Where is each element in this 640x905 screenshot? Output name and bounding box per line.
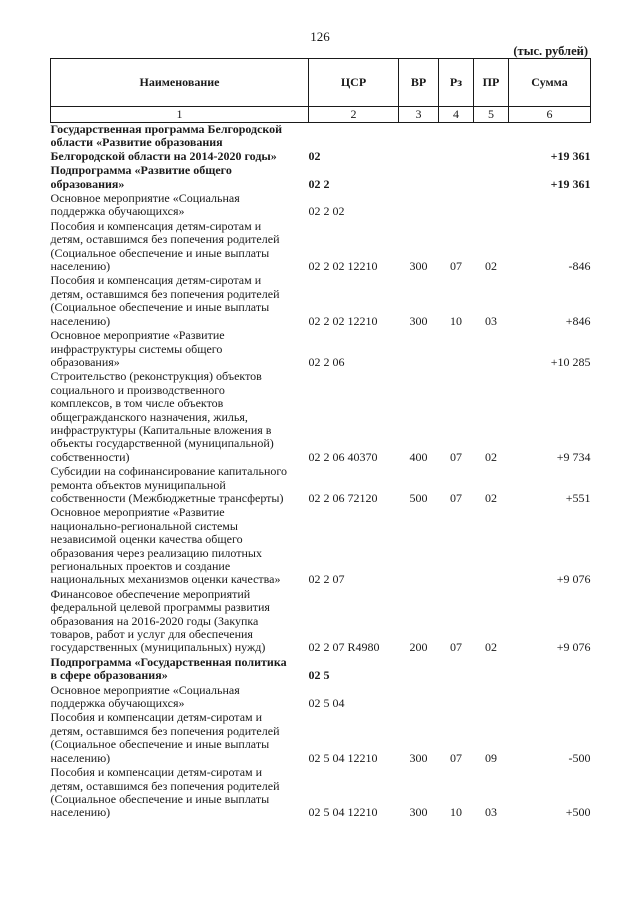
row-name: Финансовое обеспечение мероприятий федеральной целевой программы развития образования на 2016-2020 годы (Закупка товаров, работ и услуг для обеспечения государственных (муниципальных) нужд)	[50, 586, 270, 655]
row-vr: 200	[409, 640, 428, 655]
row-sum: +846	[565, 313, 591, 328]
row-pr: 02	[485, 490, 497, 505]
table-row	[51, 506, 591, 587]
row-vr	[399, 123, 439, 165]
row-csr: 02 5	[308, 668, 330, 683]
row-sum: +9 076	[556, 572, 591, 587]
row-vr	[399, 684, 439, 712]
row-sum: -500	[568, 750, 591, 765]
row-vr: 300	[409, 750, 428, 765]
row-sum: +19 361	[550, 176, 591, 191]
row-name: Основное мероприятие «Социальная поддержка обучающихся»	[50, 682, 240, 711]
row-rz: 10	[450, 313, 462, 328]
table-row	[51, 220, 591, 275]
row-name: Пособия и компенсация детям-сиротам и детям, оставшимся без попечения родителей (Социальное обеспечение и иные выплаты населению)	[50, 273, 280, 328]
table-row	[51, 465, 591, 506]
table-row	[51, 656, 591, 684]
column-number: 1	[51, 107, 309, 123]
row-pr: 03	[485, 313, 497, 328]
row-rz: 07	[450, 490, 462, 505]
row-rz	[439, 329, 474, 370]
row-rz: 07	[450, 750, 462, 765]
row-sum: +9 076	[556, 640, 591, 655]
row-name: Основное мероприятие «Развитие национально-региональной системы независимой оценки качества общего образования через реализацию пилотных региональных проектов и создание национальных механизмов оценки качества»	[50, 505, 281, 587]
table-row	[51, 588, 591, 656]
table-header-row	[51, 59, 591, 107]
row-pr: 02	[485, 449, 497, 464]
row-pr	[474, 192, 509, 220]
row-rz	[439, 684, 474, 712]
row-vr	[399, 506, 439, 587]
row-pr	[474, 684, 509, 712]
row-name: Основное мероприятие «Развитие инфраструктуры системы общего образования»	[50, 328, 225, 369]
row-sum: +9 734	[556, 449, 591, 464]
row-csr: 02 2 06	[308, 354, 345, 369]
header-vr: ВР	[399, 59, 439, 107]
row-csr: 02 2 06 40370	[308, 449, 378, 464]
row-sum: +551	[565, 490, 591, 505]
row-name: Пособия и компенсация детям-сиротам и детям, оставшимся без попечения родителей (Социальное обеспечение и иные выплаты населению)	[50, 218, 280, 274]
row-name: Пособия и компенсации детям-сиротам и детям, оставшимся без попечения родителей (Социальное обеспечение и иные выплаты населению)	[50, 710, 280, 765]
row-pr	[474, 656, 509, 684]
row-pr: 09	[485, 750, 497, 765]
row-csr: 02	[308, 148, 321, 163]
row-pr: 03	[485, 805, 497, 820]
row-vr	[399, 329, 439, 370]
row-name: Подпрограмма «Государственная политика в сфере образования»	[50, 654, 287, 683]
column-number: 3	[399, 107, 439, 123]
table-row	[51, 192, 591, 220]
row-csr: 02 2 07 R4980	[308, 640, 380, 655]
budget-table	[50, 58, 591, 821]
row-vr: 500	[409, 490, 428, 505]
row-vr: 300	[409, 805, 428, 820]
row-rz	[439, 123, 474, 165]
row-rz	[439, 656, 474, 684]
row-csr: 02 2 07	[308, 572, 345, 587]
header-rz: Рз	[439, 59, 474, 107]
row-name: Подпрограмма «Развитие общего образования»	[50, 163, 232, 191]
table-row	[51, 684, 591, 712]
column-number: 6	[509, 107, 591, 123]
row-pr	[474, 506, 509, 587]
header-pr: ПР	[474, 59, 509, 107]
column-number: 4	[439, 107, 474, 123]
row-sum: +10 285	[550, 354, 591, 369]
row-sum: +500	[565, 805, 591, 820]
header-sum: Сумма	[509, 59, 591, 107]
row-rz: 10	[450, 805, 462, 820]
row-vr	[399, 656, 439, 684]
row-csr: 02 2 06 72120	[308, 490, 378, 505]
row-pr: 02	[485, 640, 497, 655]
row-rz	[439, 192, 474, 220]
table-row	[51, 164, 591, 192]
row-vr	[399, 164, 439, 192]
table-row	[51, 274, 591, 329]
row-rz	[439, 506, 474, 587]
row-sum: +19 361	[550, 148, 591, 163]
row-csr: 02 5 04 12210	[308, 805, 378, 820]
row-sum	[509, 192, 591, 220]
row-pr	[474, 329, 509, 370]
column-numbers-row	[51, 107, 591, 123]
header-name: Наименование	[51, 59, 309, 107]
row-name: Субсидии на софинансирование капитального ремонта объектов муниципальной собственности (Межбюджетные трансферты)	[50, 464, 288, 505]
table-row	[51, 123, 591, 165]
row-vr: 300	[409, 313, 428, 328]
row-pr	[474, 123, 509, 165]
table-row	[51, 329, 591, 370]
row-pr	[474, 164, 509, 192]
table-row	[51, 766, 591, 821]
table-row	[51, 370, 591, 465]
row-sum: -846	[568, 259, 591, 274]
row-rz: 07	[450, 449, 462, 464]
row-vr: 300	[409, 259, 428, 274]
row-sum	[509, 656, 591, 684]
row-rz	[439, 164, 474, 192]
row-rz: 07	[450, 640, 462, 655]
header-csr: ЦСР	[309, 59, 399, 107]
row-name: Государственная программа Белгородской области «Развитие образования Белгородской области на 2014-2020 годы»	[50, 122, 283, 163]
page-number: 126	[310, 29, 330, 44]
row-csr: 02 2	[308, 176, 330, 191]
row-csr: 02 5 04 12210	[308, 750, 378, 765]
row-vr	[399, 192, 439, 220]
table-row	[51, 711, 591, 766]
row-csr: 02 2 02	[308, 204, 345, 219]
column-number: 2	[309, 107, 399, 123]
row-vr: 400	[409, 449, 428, 464]
row-name: Основное мероприятие «Социальная поддержка обучающихся»	[50, 191, 240, 219]
row-sum	[509, 684, 591, 712]
row-csr: 02 2 02 12210	[308, 259, 378, 274]
units-label: (тыс. рублей)	[513, 44, 588, 58]
row-name: Пособия и компенсации детям-сиротам и детям, оставшимся без попечения родителей (Социальное обеспечение и иные выплаты населению)	[50, 765, 280, 820]
row-pr: 02	[485, 259, 497, 274]
row-csr: 02 5 04	[308, 696, 345, 711]
row-rz: 07	[450, 259, 462, 274]
row-csr: 02 2 02 12210	[308, 313, 378, 328]
column-number: 5	[474, 107, 509, 123]
row-name: Строительство (реконструкция) объектов социального и производственного комплексов, в том числе объектов общегражданского назначения, жилья, инфраструктуры (Капитальные вложения в объекты государственной (муниципальной) собственности)	[50, 369, 274, 464]
